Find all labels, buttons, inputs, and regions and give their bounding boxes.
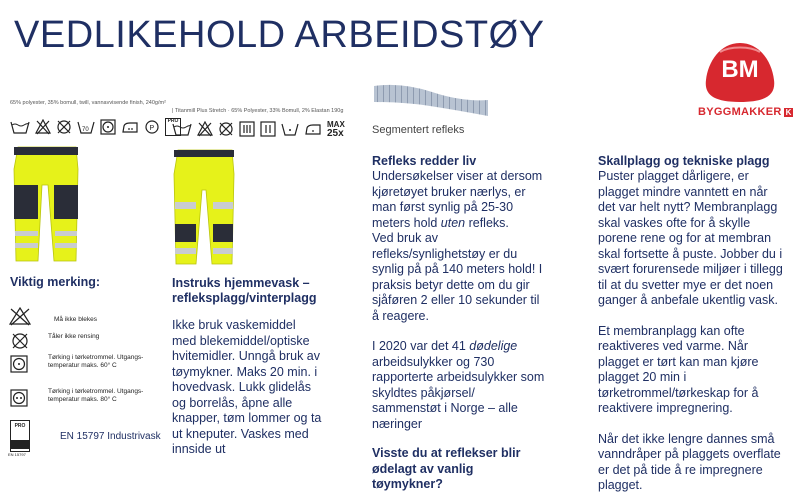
col1-fabric: 65% polyester, 35% bomull, twill, vannavvisende finish, 240g/m² [10, 100, 166, 106]
col1-heading: Viktig merking: [10, 275, 101, 289]
logo-name: BYGGMAKKER [698, 106, 782, 118]
col2-fabric: | Titanmill Plus Stretch · 65% Polyester, 33% Bomull, 2% Elastan 190g [172, 108, 344, 114]
svg-text:70: 70 [82, 127, 89, 133]
drip-dry-icon [239, 121, 255, 137]
tumble-dry-icon [8, 388, 32, 408]
legend-item-industrial: PRO EN 15797 Industrivask [8, 420, 161, 452]
wash-70-icon [77, 119, 95, 135]
col3-question: Visste du at reflekser blir ødelagt av vanlig tøymykner? [372, 446, 521, 491]
legend-item: Tørking i tørketrommel. Utgangs-temperatur maks. 80° C [8, 388, 158, 408]
pro-badge: PRO [165, 118, 181, 136]
legend-item: Må ikke blekes [8, 306, 97, 326]
byggmakker-logo [690, 40, 790, 122]
logo-suffix: K [785, 107, 792, 117]
tumble-dry-icon [100, 119, 116, 135]
col3-body: Undersøkelser viser at dersom kjøretøyet bruker nærlys, er man først synlig på 25-30 meters hold uten refleks. Ved bruk av refleks/synlighetstøy er du synlig på på 140 meters hold! I praksis betyr dette om du gir sjåføren 2 eller 10 sekunder til å reagere. I 2020 var det 41 dødelige arbeidsulykker og 730 rapporterte arbeidsulykker som skyldtes påkjørsel/ sammenstøt i Norge – alle næringer Visste du at reflekser blir ødelagt av vanlig tøymykner? [372, 169, 547, 493]
work-trousers-image [12, 145, 82, 263]
tumble-dry-icon [8, 354, 32, 374]
professional-clean-icon [144, 119, 160, 135]
wash-tub-icon [172, 121, 192, 137]
legend-item: Tørking i tørketrommel. Utgangs-temperatur maks. 60° C [8, 354, 158, 374]
no-cleaning-icon [56, 119, 72, 135]
col2-care-icons [172, 120, 345, 138]
col2-body: Ikke bruk vaskemiddel med blekemiddel/optiske hvitemidler. Unngå bruk av tøymykner. Maks 20 min. i hovedvask. Lukk glidelås og borrelås, åpne alle knapper, tøm lommer og ta ut kneputer. Vaskes med innside ut [172, 318, 322, 456]
page-title: VEDLIKEHOLD ARBEIDSTØY [14, 14, 545, 56]
no-cleaning-icon [218, 121, 234, 137]
no-bleach-icon [8, 306, 32, 326]
iron-icon [121, 119, 139, 135]
col4-heading: Skallplagg og tekniske plagg [598, 154, 770, 168]
legend-item: Tåler ikke rensing [8, 331, 99, 351]
max-wash-badge: MAX 25x [327, 120, 345, 139]
hivis-trousers-image [172, 148, 238, 266]
iron-icon [304, 121, 322, 137]
line-dry-icon [260, 121, 276, 137]
svg-text:P: P [149, 125, 155, 132]
no-bleach-icon [197, 121, 213, 137]
col4-body: Puster plagget dårligere, er plagget mindre vanntett en når det var helt nytt? Membranplagg skal vaskes ofte for å skylle porene rene og for at membran skal fortsette å puste. Jobber du i svært forurensede miljøer i tillegg til at du svetter mye er det noen ganger å anbefale ukentlig vask. Et membranplagg kan ofte reaktiveres ved varme. Når plagget er tørt kan man kjøre plagget 20 min i tørketrommel/tørkeskap for å reaktivere impregnering. Når det ikke lengre dannes små vanndråper på plaggets overflate er det på tide å re impregnere plagget. [598, 169, 783, 492]
logo-initials: BM [721, 56, 759, 83]
wash-tub-icon [281, 121, 299, 137]
no-bleach-icon [35, 119, 51, 135]
wash-tub-icon [10, 119, 30, 135]
reflective-tape-caption: Segmentert refleks [372, 124, 465, 136]
col3-heading: Refleks redder liv [372, 154, 477, 168]
pro-en-badge-icon: PRO [10, 420, 30, 452]
col2-heading: Instruks hjemmevask – refleksplagg/vinterplagg [172, 276, 317, 305]
no-cleaning-icon [8, 331, 32, 351]
col1-care-icons [10, 118, 181, 136]
en-small-label: EN 15797 [8, 452, 26, 457]
segmented-reflective-tape-image [372, 78, 490, 118]
